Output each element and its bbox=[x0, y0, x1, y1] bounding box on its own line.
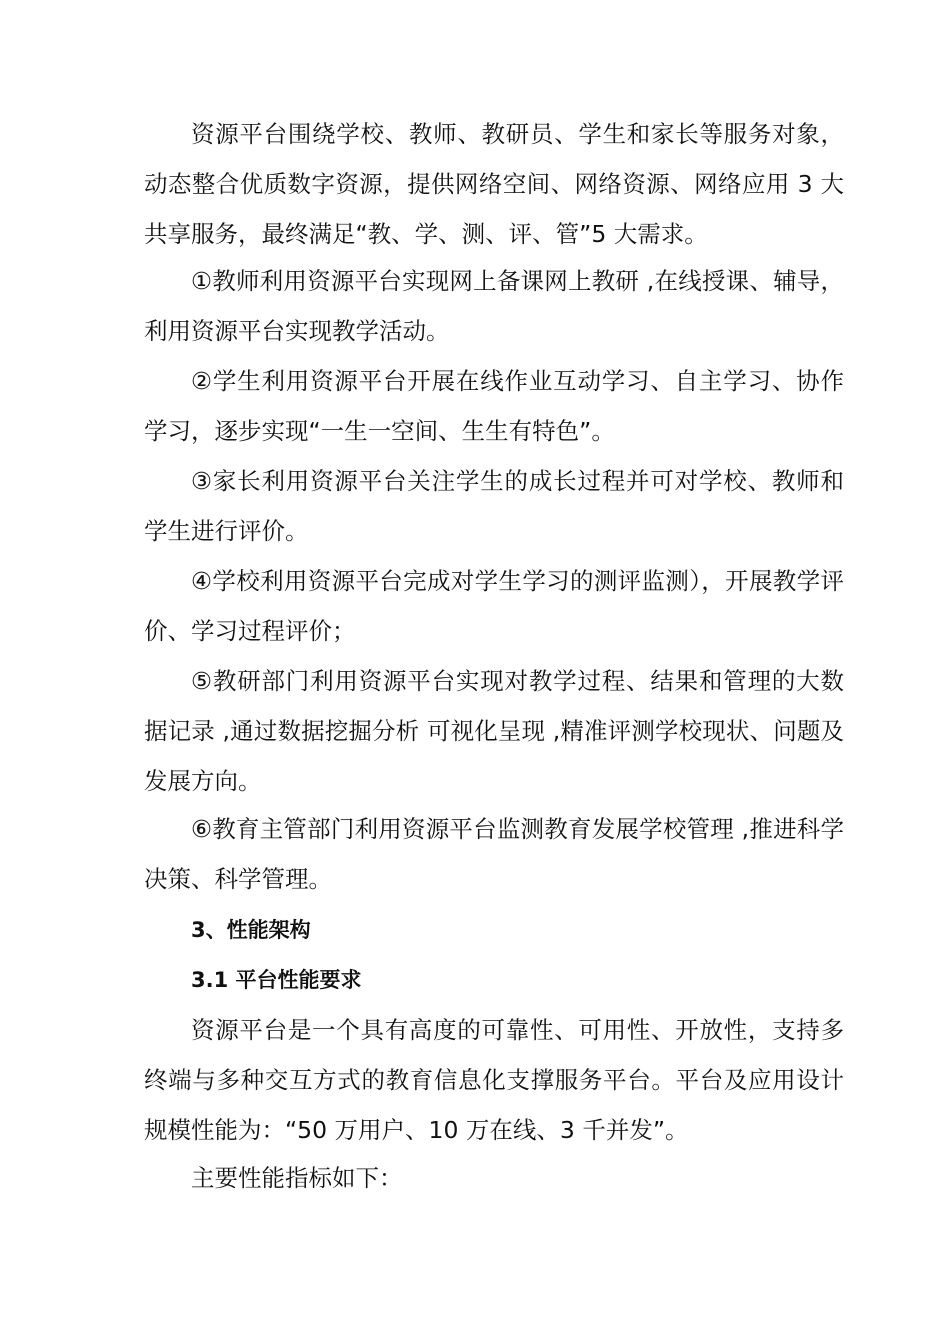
paragraph-item-2: ②学生利用资源平台开展在线作业互动学习、自主学习、协作学习，逐步实现“一生一空间、生生有特色”。 bbox=[144, 367, 844, 445]
section-heading: 3、性能架构 bbox=[191, 918, 311, 942]
paragraph-item-3: ③家长利用资源平台关注学生的成长过程并可对学校、教师和学生进行评价。 bbox=[144, 467, 844, 545]
paragraph-metrics-intro: 主要性能指标如下： bbox=[191, 1164, 403, 1192]
paragraph-item-4: ④学校利用资源平台完成对学生学习的测评监测），开展教学评价、学习过程评价； bbox=[144, 567, 844, 645]
paragraph-performance: 资源平台是一个具有高度的可靠性、可用性、开放性，支持多终端与多种交互方式的教育信息化支撑服务平台。平台及应用设计规模性能为：“50 万用户、10 万在线、3 千并发”。 bbox=[144, 1016, 844, 1144]
paragraph-intro: 资源平台围绕学校、教师、教研员、学生和家长等服务对象，动态整合优质数字资源，提供网络空间、网络资源、网络应用 3 大共享服务，最终满足“教、学、测、评、管”5 大需求。 bbox=[144, 120, 844, 248]
paragraph-item-5: ⑤教研部门利用资源平台实现对教学过程、结果和管理的大数据记录 ,通过数据挖掘分析 可视化呈现 ,精准评测学校现状、问题及发展方向。 bbox=[144, 667, 844, 795]
subsection-heading: 3.1 平台性能要求 bbox=[191, 968, 362, 992]
paragraph-item-1: ①教师利用资源平台实现网上备课网上教研 ,在线授课、辅导，利用资源平台实现教学活动。 bbox=[144, 267, 844, 345]
paragraph-item-6: ⑥教育主管部门利用资源平台监测教育发展学校管理 ,推进科学决策、科学管理。 bbox=[144, 815, 844, 893]
